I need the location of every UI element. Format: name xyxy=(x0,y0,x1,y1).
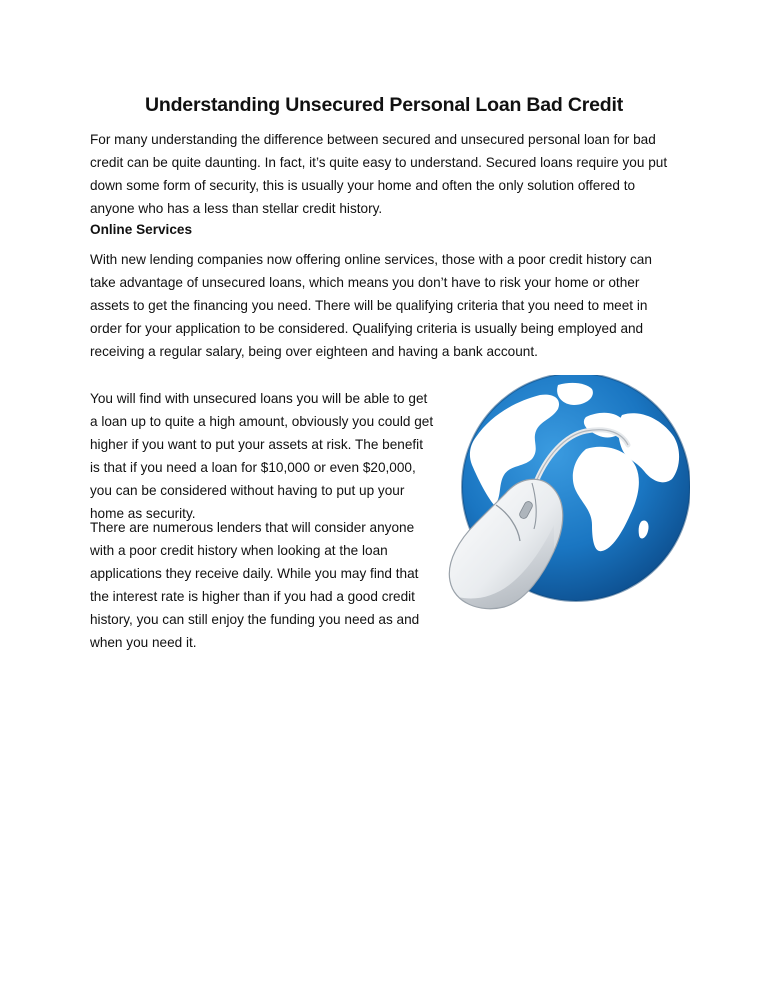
document-title: Understanding Unsecured Personal Loan Bad Credit xyxy=(145,94,623,116)
intro-paragraph: For many understanding the difference between secured and unsecured personal loan for bad credit can be quite daunting. In fact, it’s quite easy to understand. Secured loans require you put down some form of security, this is usually your home and often the only solution offered to anyone who has a less than stellar credit history. xyxy=(90,132,668,216)
lenders-paragraph: There are numerous lenders that will consider anyone with a poor credit history when looking at the loan applications they receive daily. While you may find that the interest rate is higher than if you had a good credit history, you can still enjoy the funding you need as and when you need it. xyxy=(90,520,420,650)
section-heading-online-services: Online Services xyxy=(90,222,193,237)
loan-amount-paragraph: You will find with unsecured loans you will be able to get a loan up to quite a high amount, obviously you could get higher if you want to put your assets at risk. The benefit is that if you need a loan for $10,000 or even $20,000, you can be considered without having to put up your home as security. xyxy=(90,391,434,521)
globe-with-mouse-icon xyxy=(436,375,690,615)
online-services-paragraph: With new lending companies now offering online services, those with a poor credit history can take advantage of unsecured loans, which means you don’t have to risk your home or other assets to get the financing you need. There will be qualifying criteria that you need to meet in order for your application to be considered. Qualifying criteria is usually being employed and receiving a regular salary, being over eighteen and having a bank account. xyxy=(90,252,652,359)
